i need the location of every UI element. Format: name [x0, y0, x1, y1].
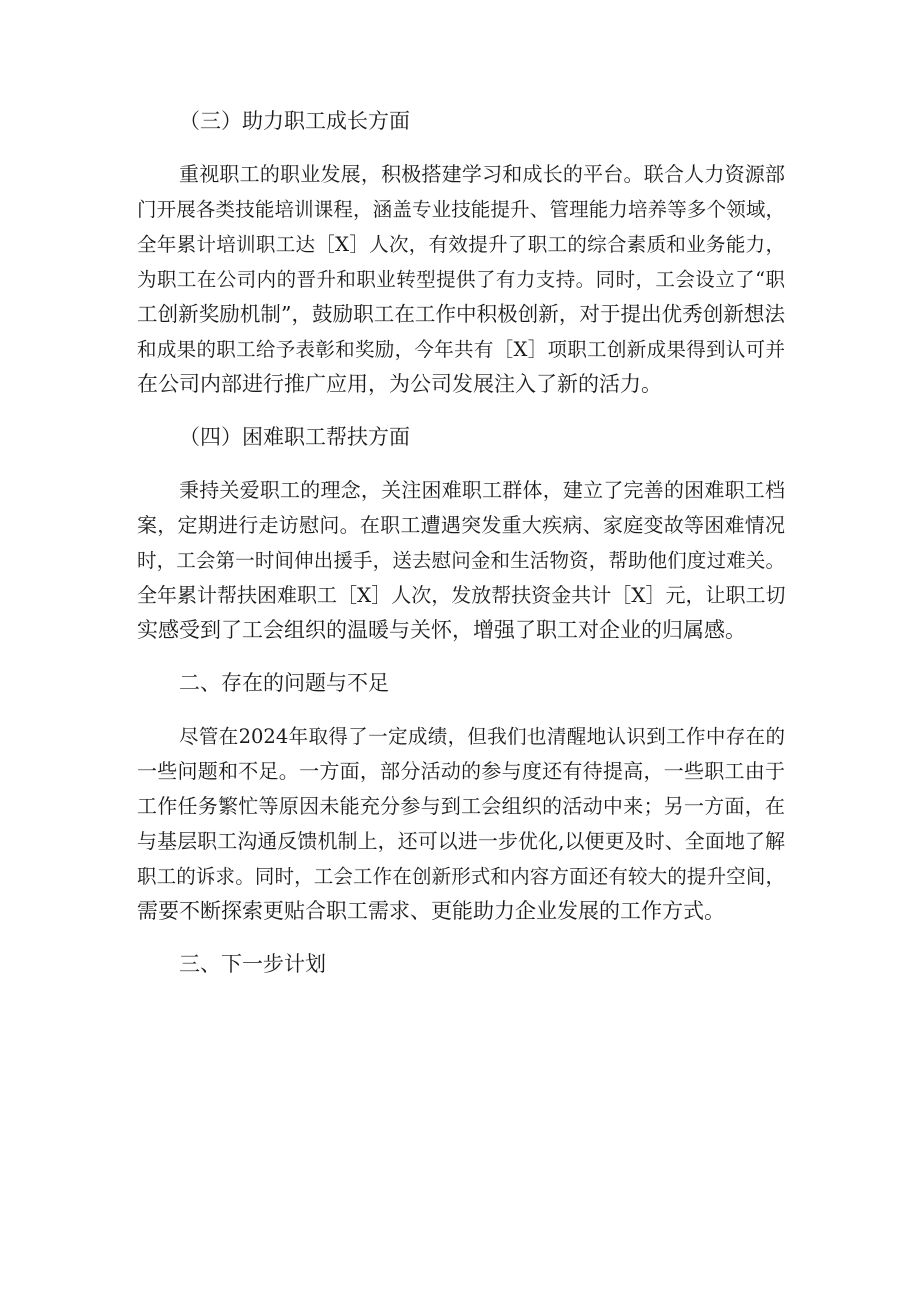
paragraph-line: 时，工会第一时间伸出援手，送去慰问金和生活物资，帮助他们度过难关。	[137, 549, 785, 572]
section-heading: 二、存在的问题与不足	[179, 671, 389, 695]
paragraph-line: 为职工在公司内的晋升和职业转型提供了有力支持。同时，工会设立了“职	[137, 268, 785, 291]
paragraph-line: 在公司内部进行推广应用，为公司发展注入了新的活力。	[137, 372, 662, 396]
paragraph	[137, 719, 785, 929]
paragraph-line: 与基层职工沟通反馈机制上，还可以进一步优化,以便更及时、全面地了解	[137, 829, 785, 853]
paragraph-line: 案，定期进行走访慰问。在职工遭遇突发重大疾病、家庭变故等困难情况	[137, 513, 785, 537]
paragraph-line: 和成果的职工给予表彰和奖励，今年共有［X］项职工创新成果得到认可并	[137, 338, 785, 361]
paragraph-line: 需要不断探索更贴合职工需求、更能助力企业发展的工作方式。	[137, 899, 725, 923]
paragraph-line: 一些问题和不足。一方面，部分活动的参与度还有待提高，一些职工由于	[137, 759, 785, 783]
paragraph-line: 全年累计帮扶困难职工［X］人次，发放帮扶资金共计［X］元，让职工切	[137, 583, 786, 607]
paragraph-line: 全年累计培训职工达［X］人次，有效提升了职工的综合素质和业务能力，	[137, 233, 785, 256]
section-heading: （四）困难职工帮扶方面	[179, 425, 410, 449]
document-body	[137, 104, 785, 1000]
paragraph-line: 尽管在2024年取得了一定成绩，但我们也清醒地认识到工作中存在的	[179, 725, 785, 748]
paragraph-line: 秉持关爱职工的理念，关注困难职工群体，建立了完善的困难职工档	[179, 478, 785, 502]
section-heading: 三、下一步计划	[179, 952, 326, 976]
paragraph	[137, 157, 785, 402]
paragraph-line: 门开展各类技能培训课程，涵盖专业技能提升、管理能力培养等多个领域，	[137, 198, 785, 221]
paragraph-line: 重视职工的职业发展，积极搭建学习和成长的平台。联合人力资源部	[179, 162, 785, 186]
section-heading: （三）助力职工成长方面	[179, 109, 410, 133]
paragraph-line: 实感受到了工会组织的温暖与关怀，增强了职工对企业的归属感。	[137, 618, 746, 642]
paragraph-line: 工作任务繁忙等原因未能充分参与到工会组织的活动中来；另一方面，在	[137, 794, 785, 818]
paragraph	[137, 473, 785, 648]
paragraph-line: 职工的诉求。同时，工会工作在创新形式和内容方面还有较大的提升空间，	[137, 865, 785, 888]
paragraph-line: 工创新奖励机制”，鼓励职工在工作中积极创新，对于提出优秀创新想法	[137, 302, 785, 326]
